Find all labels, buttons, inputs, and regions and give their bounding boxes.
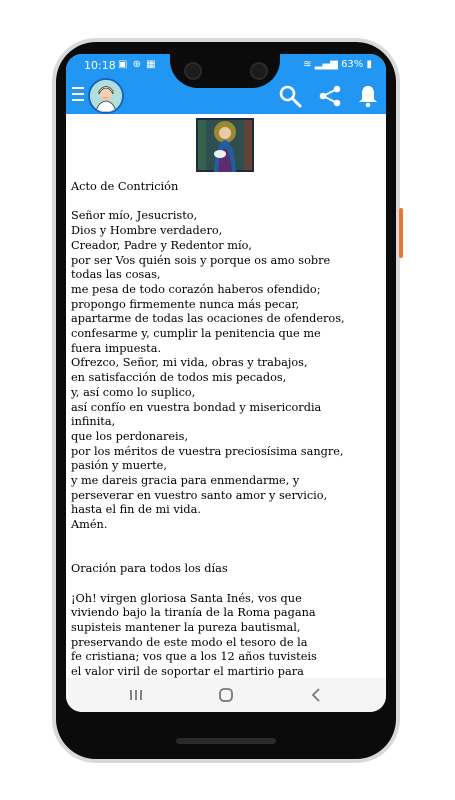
prayer-line: todas las cosas, bbox=[71, 268, 161, 282]
prayer-line: pasión y muerte, bbox=[71, 459, 167, 473]
prayer-line: propongo firmemente nunca más pecar, bbox=[71, 297, 300, 311]
hamburger-menu-icon[interactable] bbox=[72, 87, 84, 101]
screen bbox=[66, 54, 386, 712]
prayer-line: Señor mío, Jesucristo, bbox=[71, 209, 198, 223]
camera-notch bbox=[170, 54, 280, 88]
prayer-line: Oración para todos los días bbox=[71, 562, 228, 576]
status-time: 10:18 bbox=[84, 59, 116, 72]
recent-apps-icon[interactable] bbox=[126, 685, 146, 705]
prayer-line: por ser Vos quién sois y porque os amo sobre bbox=[71, 253, 331, 267]
front-camera-right bbox=[250, 62, 268, 80]
notification-icons: ▣ ⊕ ▦ bbox=[118, 59, 157, 70]
prayer-line: apartarme de todas las ocaciones de ofenderos, bbox=[71, 312, 345, 326]
blank-line bbox=[71, 548, 383, 563]
prayer-line: que los perdonareis, bbox=[71, 429, 189, 443]
prayer-line: en satisfacción de todos mis pecados, bbox=[71, 371, 287, 385]
prayer-line: así confío en vuestra bondad y misericordia bbox=[71, 400, 322, 414]
system-nav-bar bbox=[66, 678, 386, 712]
prayer-line: hasta el fin de mi vida. bbox=[71, 503, 201, 517]
prayer-line: me pesa de todo corazón haberos ofendido; bbox=[71, 282, 321, 296]
saint-image bbox=[196, 118, 254, 172]
prayer-line: y, así como lo suplico, bbox=[71, 385, 196, 399]
saint-avatar-icon bbox=[90, 80, 122, 112]
blank-line bbox=[71, 195, 383, 210]
status-right bbox=[303, 59, 372, 70]
prayer-line: fe cristiana; vos que a los 12 años tuvisteis bbox=[71, 650, 317, 664]
battery-icon: ▮ bbox=[366, 59, 372, 70]
prayer-line: Creador, Padre y Redentor mío, bbox=[71, 238, 252, 252]
blank-line bbox=[71, 577, 383, 592]
prayer-line: por los méritos de vuestra preciosísima sangre, bbox=[71, 444, 344, 458]
blank-line bbox=[71, 533, 383, 548]
prayer-line: ¡Oh! virgen gloriosa Santa Inés, vos que bbox=[71, 591, 302, 605]
front-camera-left bbox=[184, 62, 202, 80]
prayer-content bbox=[66, 114, 386, 678]
back-icon[interactable] bbox=[306, 685, 326, 705]
battery-percent: 63% bbox=[341, 59, 364, 70]
prayer-line: y me dareis gracia para enmendarme, y bbox=[71, 474, 300, 488]
prayer-line: fuera impuesta. bbox=[71, 341, 162, 355]
home-icon[interactable] bbox=[216, 685, 236, 705]
prayer-line: viviendo bajo la tiranía de la Roma pagana bbox=[71, 606, 316, 620]
prayer-line: Acto de Contrición bbox=[71, 180, 179, 193]
prayer-line: preservando de este modo el tesoro de la bbox=[71, 635, 308, 649]
prayer-line: perseverar en vuestro santo amor y servicio, bbox=[71, 488, 328, 502]
bell-icon[interactable] bbox=[356, 84, 380, 108]
app-logo-avatar bbox=[88, 78, 124, 114]
prayer-line: el valor viril de soportar el martirio para bbox=[71, 665, 304, 678]
prayer-line: Ofrezco, Señor, mi vida, obras y trabajos, bbox=[71, 356, 308, 370]
wifi-icon: ≋ bbox=[303, 59, 312, 70]
prayer-text bbox=[71, 180, 383, 678]
share-icon[interactable] bbox=[318, 84, 342, 108]
signal-icon: ▂▄▆ bbox=[314, 59, 338, 70]
prayer-line: infinita, bbox=[71, 415, 116, 429]
search-icon[interactable] bbox=[278, 84, 302, 108]
prayer-line: Amén. bbox=[71, 518, 108, 532]
speaker-grille bbox=[176, 738, 276, 744]
prayer-line: confesarme y, cumplir la penitencia que me bbox=[71, 327, 321, 341]
prayer-line: supisteis mantener la pureza bautismal, bbox=[71, 621, 301, 635]
prayer-line: Dios y Hombre verdadero, bbox=[71, 224, 223, 238]
power-button bbox=[399, 208, 403, 258]
